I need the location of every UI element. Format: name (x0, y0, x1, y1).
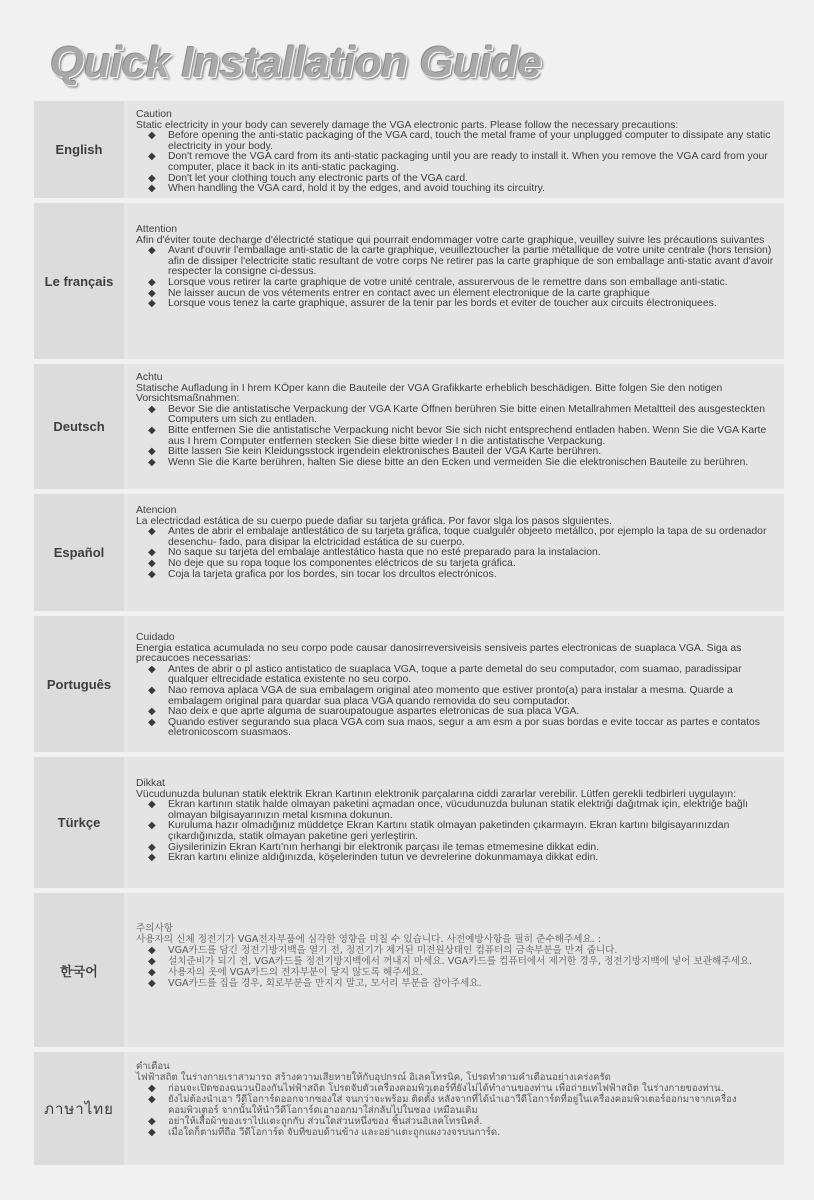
section-portuguese (34, 616, 784, 752)
precaution-list (136, 405, 776, 469)
precaution-item: ◆ Ne laisser aucun de vos vétements entrer en contact avec un élement electronique de la carte graphique (148, 289, 776, 300)
language-label: Le français (34, 203, 124, 359)
precaution-item: ◆ Before opening the anti-static packaging of the VGA card, touch the metal frame of your unplugged computer to dissipate any static electricity in your body. (148, 131, 776, 152)
section-content (128, 1052, 784, 1165)
section-content (128, 101, 784, 198)
precaution-item: ◆ No saque su tarjeta del embalaje antlestático hasta que no esté preparado para la instalacion. (148, 548, 776, 559)
precaution-item: ◆ Lorsque vous tenez la carte graphique, assurer de la tenir par les bords et eviter de toucher aux circuits électroniquees. (148, 299, 776, 310)
section-korean (34, 893, 784, 1047)
language-label: ภาษาไทย (34, 1052, 124, 1165)
section-heading: Attention (136, 224, 178, 235)
section-heading: 주의사항 (136, 923, 174, 934)
language-label: Türkçe (34, 757, 124, 888)
section-heading: Achtu (136, 372, 163, 383)
section-intro: Energia estatica acumulada no seu corpo pode causar danosirreversiveisis sensiveis partes electronicas de suaplaca VGA. Siga as precaucoes necessarias: (136, 642, 742, 665)
section-intro: Static electricity in your body can severely damage the VGA electronic parts. Please follow the necessary precautions: (136, 119, 679, 131)
precaution-list (136, 131, 776, 195)
precaution-item: ◆ No deje que su ropa toque los componentes eléctricos de su tarjeta gráfica. (148, 559, 776, 570)
section-heading: Caution (136, 109, 172, 120)
language-label: English (34, 101, 124, 198)
section-intro: La electricdad estática de su cuerpo puede dafiar su tarjeta gráfica. Por favor slga los pasos slguientes. (136, 515, 612, 527)
precaution-item: ◆ Bitte entfernen Sie die antistatische Verpackung nicht bevor Sie sich nicht entsprechend entladen haben. Wenn Sie die VGA Karte aus I hrem Computer entfernen stecken Sie diese bitte wieder I n die antistatische Verpackung. (148, 426, 776, 447)
section-german (34, 364, 784, 489)
precaution-item: ◆ Quando estiver segurando sua placa VGA com sua maos, segur a am esm a por suas bordas e evite toccar as partes e contatos eletronicoscom suasmaos. (148, 718, 776, 739)
precaution-item: ◆ VGA카드를 집을 경우, 회로부분을 만지지 말고, 모서리 부분을 잡아주세요. (148, 978, 776, 989)
precaution-list (136, 665, 776, 739)
precaution-item: ◆ Don't remove the VGA card from its anti-static packaging until you are ready to install it. When you remove the VGA card from your computer, place it back in its anti-static packaging. (148, 152, 776, 173)
section-heading: Atencion (136, 505, 177, 516)
section-heading: คำเตือน (136, 1061, 170, 1072)
precaution-item: ◆ VGA카드를 담긴 정전기방지백을 열기 전, 정전기가 제거된 미전원상태인 컴퓨터의 금속부분을 만져 줍니다. (148, 945, 776, 956)
section-spanish (34, 494, 784, 611)
precaution-item: ◆ Antes de abrir el embalaje antlestático de su tarjeta gráfica, toque cualgulér objeeto metállco, por ejemplo la tapa de su ordenador desenchu- fado, para disipar la elctricidad estática de su cuerpo. (148, 527, 776, 548)
precaution-list (136, 246, 776, 310)
section-turkish (34, 757, 784, 888)
precaution-list (136, 527, 776, 580)
section-thai (34, 1052, 784, 1165)
precaution-item: ◆ Wenn Sie die Karte berühren, halten Sie diese bitte an den Ecken und vermeiden Sie die elektronischen Bauteile zu berühren. (148, 458, 776, 469)
section-heading: Cuidado (136, 632, 175, 643)
precaution-item: ◆ อย่าให้เสื้อผ้าของเราไปแตะถูกกับ ส่วนใดส่วนหนึ่งของ ชิ้นส่วนอิเลคโทรนิคส์. (148, 1116, 776, 1127)
precaution-item: ◆ Nao remova aplaca VGA de sua embalagem original ateo momento que estiver pronto(a) para instalar a mesma. Quarde a embalagem original para quardar sua placa VGA quando removida do seu computador. (148, 686, 776, 707)
precaution-item: ◆ ยังไม่ต้องนำเอา วีดีโอการ์ดออกจากซองใส่ จนกว่าจะพร้อม ติดตั้ง หลังจากที่ได้นำเอาวีดีโอการ์ดที่อยู่ในเครื่องคอมพิวเตอร์ออกมาจากเครื่องคอมพิวเตอร์ จากนั้นให้นำวีดีโอการ์ดเอาออกมาใส่กลับไปในซอง เหมือนเดิม (148, 1094, 776, 1116)
section-content (128, 494, 784, 611)
precaution-item: ◆ Nao deix e que aprte alguma de suaroupatougue aspartes eletronicas de sua placa VGA. (148, 707, 776, 718)
precaution-item: ◆ Bitte lassen Sie kein Kleidungsstock irgendein elektronisches Bauteil der VGA Karte berühren. (148, 447, 776, 458)
precaution-item: ◆ Giysilerinizin Ekran Kartı'nın herhangi bir elektronik parçası ile temas etmemesine dikkat edin. (148, 843, 776, 854)
precaution-item: ◆ Antes de abrir o pl astico antistatico de suaplaca VGA, toque a parte demetal do seu computador, com suamao, paradissipar qualquer eltrecidade estatica existente no seu corpo. (148, 665, 776, 686)
precaution-item: ◆ Bevor Sie die antistatische Verpackung der VGA Karte Öffnen berühren Sie bitte einen Metallrahmen Metaltteil des ausgesteckten Computers um sich zu entladen. (148, 405, 776, 426)
precaution-item: ◆ 사용자의 옷에 VGA카드의 전자부분이 닿지 않도록 해주세요. (148, 967, 776, 978)
precaution-item: ◆ When handling the VGA card, hold it by the edges, and avoid touching its circuitry. (148, 184, 776, 195)
page-title: Quick Installation Guide (50, 38, 542, 87)
section-english (34, 101, 784, 198)
section-content (128, 364, 784, 489)
precaution-item: ◆ Coja la tarjeta grafica por los bordes, sin tocar los drcultos electrónicos. (148, 570, 776, 581)
section-content (128, 893, 784, 1047)
section-intro: Vücudunuzda bulunan statik elektrik Ekran Kartının elektronik parçalarına ciddi zararlar verebilir. Lütfen gerekli tedbirleri uygulayın: (136, 788, 737, 800)
language-label: Português (34, 616, 124, 752)
guide-table (34, 101, 784, 1165)
section-content (128, 616, 784, 752)
language-label: Deutsch (34, 364, 124, 489)
precaution-item: ◆ ก่อนจะเปิดซองฉนวนป้องกันไฟฟ้าสถิต โปรดจับตัวเครื่องคอมพิวเตอร์ที่ยังไม่ได้ทำงานของท่าน เพื่อถ่ายเทไฟฟ้าสถิต ในร่างกายของท่าน. (148, 1083, 776, 1094)
precaution-item: ◆ Lorsque vous retirer la carte graphique de votre unité centrale, assurervous de le remettre dans son emballage anti-static. (148, 278, 776, 289)
precaution-item: ◆ เมื่อใดก็ตามที่ถือ วีดีโอการ์ด จับที่ขอบด้านข้าง และอย่าแตะถูกแผงวงจรบนการ์ด. (148, 1127, 776, 1138)
precaution-list (136, 945, 776, 989)
section-intro: Afin d'éviter toute decharge d'électricté statique qui pourrait endommager votre carte graphique, veuilley suivre les précautions suivantes (136, 234, 765, 246)
section-content (128, 757, 784, 888)
section-heading: Dikkat (136, 778, 165, 789)
language-label: Español (34, 494, 124, 611)
precaution-list (136, 800, 776, 864)
section-content (128, 203, 784, 359)
precaution-item: ◆ 설치준비가 되기 전, VGA카드를 정전기방지백에서 꺼내지 마세요. VGA카드를 컴퓨터에서 제거한 경우, 정전기방지백에 넣어 보관해주세요. (148, 956, 776, 967)
precaution-item: ◆ Kuruluma hazır olmadığınız müddetçe Ekran Kartını statik olmayan paketinden çıkarmayın. Ekran kartını bilgisayarınızdan çıkardığınızda, statik olmayan paketine geri yerleştirin. (148, 821, 776, 842)
precaution-item: ◆ Ekran kartını elinize aldığınızda, köşelerinden tutun ve devrelerine dokunmamaya dikkat edin. (148, 853, 776, 864)
precaution-item: ◆ Avant d'ouvrir l'emballage anti-static de la carte graphique, veuilleztoucher la partie métallique de votre unite centrale (hors tension) afin de dissiper l'electricite static resultant de votre corps Ne retirer pas la carte graphique de son emballage anti-static avant d'avoir respecter la consigne ci-dessus. (148, 246, 776, 278)
section-intro: Statische Aufladung in I hrem KÖper kann die Bauteile der VGA Grafikkarte erheblich beschädigen. Bitte folgen Sie den notigen Vorsichtsmaßnahmen: (136, 382, 723, 405)
precaution-item: ◆ Ekran kartının statik halde olmayan paketini açmadan once, vücudunuzda bulunan statik elektriği dağıtmak için, elektriğe bağlı olmayan bilgisayarınızın metal kısmına dokunun. (148, 800, 776, 821)
section-french (34, 203, 784, 359)
section-intro: 사용자의 신체 정전기가 VGA전자부품에 심각한 영향을 미칠 수 있습니다. 사전예방사항을 필히 준수해주세요. : (136, 934, 601, 945)
section-intro: ไฟฟ้าสถิต ในร่างกายเราสามารถ สร้างความเสียหายให้กับอุปกรณ์ อิเลคโทรนิค, โปรดทำตามคำเตือนอย่างเคร่งครัด (136, 1072, 611, 1083)
precaution-list (136, 1083, 776, 1138)
language-label: 한국어 (34, 893, 124, 1047)
precaution-item: ◆ Don't let your clothing touch any electronic parts of the VGA card. (148, 174, 776, 185)
